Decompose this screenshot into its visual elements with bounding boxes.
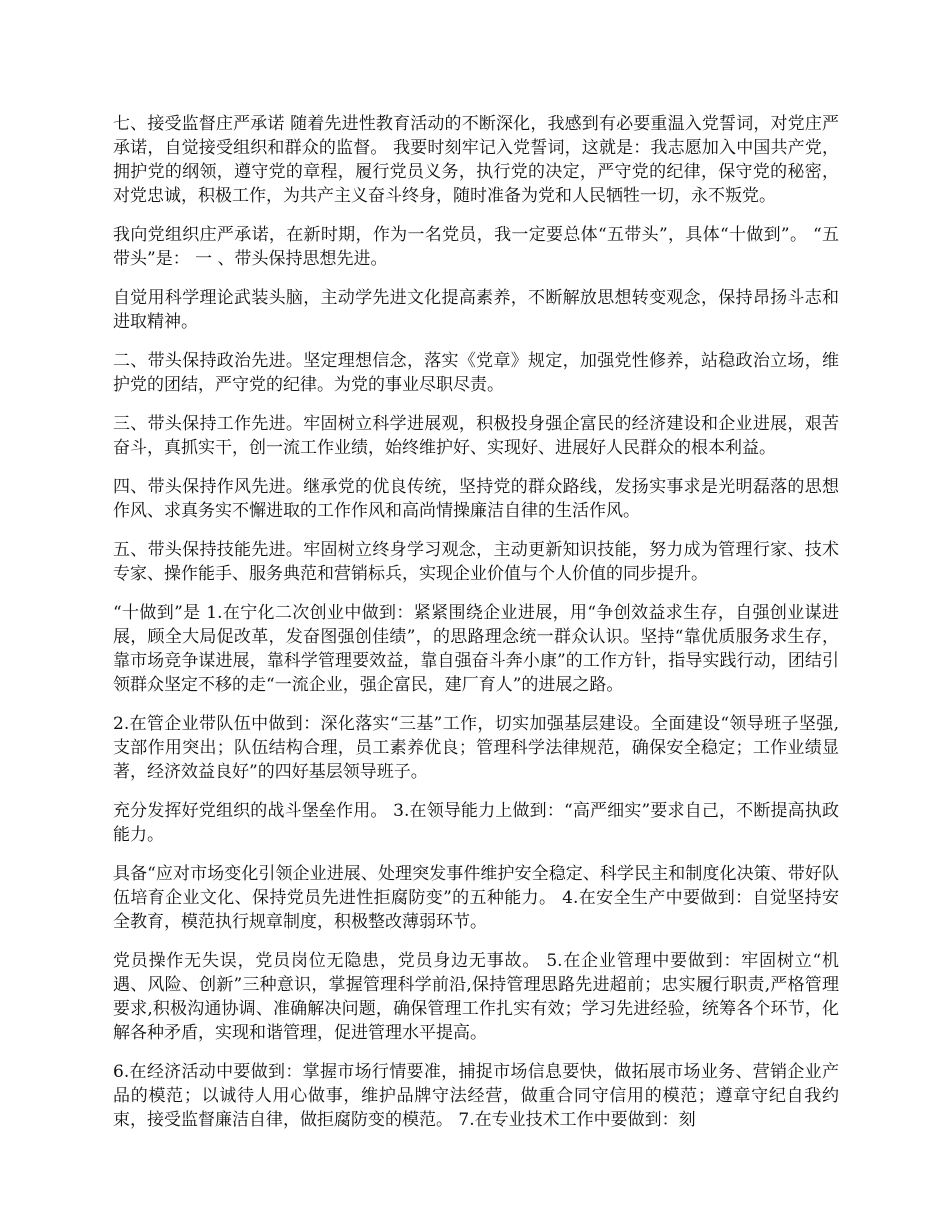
document-body [113,112,839,1147]
paragraph-11: 具备“应对市场变化引领企业进展、处理突发事件维护安全稳定、科学民主和制度化决策、带好队伍培育企业文化、保持党员先进性拒腐防变”的五种能力。 4.在安全生产中要做到：自觉坚持安全教育，模范执行规章制度，积极整改薄弱环节。 [113,864,839,932]
paragraph-12: 党员操作无失误，党员岗位无隐患，党员身边无事故。 5.在企业管理中要做到：牢固树立“机遇、风险、创新”三种意识，掌握管理科学前沿,保持管理思路先进超前；忠实履行职责,严格管理要求,积极沟通协调、准确解决问题，确保管理工作扎实有效；学习先进经验，统筹各个环节，化解各种矛盾，实现和谐管理，促进管理水平提高。 [113,951,839,1043]
paragraph-13: 6.在经济活动中要做到：掌握市场行情要准，捕捉市场信息要快，做拓展市场业务、营销企业产品的模范；以诚待人用心做事，维护品牌守法经营，做重合同守信用的模范；遵章守纪自我约束，接受监督廉洁自律，做拒腐防变的模范。 7.在专业技术工作中要做到：刻 [113,1062,839,1130]
paragraph-10: 充分发挥好党组织的战斗堡垒作用。 3.在领导能力上做到：“高严细实”要求自己，不断提高执政能力。 [113,801,839,845]
paragraph-3: 自觉用科学理论武装头脑，主动学先进文化提高素养，不断解放思想转变观念，保持昂扬斗志和进取精神。 [113,288,839,332]
paragraph-6: 四、带头保持作风先进。继承党的优良传统，坚持党的群众路线，发扬实事求是光明磊落的思想作风、求真务实不懈进取的工作作风和高尚情操廉洁自律的生活作风。 [113,477,839,521]
paragraph-2: 我向党组织庄严承诺，在新时期，作为一名党员，我一定要总体“五带头”，具体“十做到”。 “五带头”是： 一 、带头保持思想先进。 [113,225,839,269]
paragraph-5: 三、带头保持工作先进。牢固树立科学进展观，积极投身强企富民的经济建设和企业进展，艰苦奋斗，真抓实干，创一流工作业绩，始终维护好、实现好、进展好人民群众的根本利益。 [113,414,839,458]
paragraph-7: 五、带头保持技能先进。牢固树立终身学习观念，主动更新知识技能，努力成为管理行家、技术专家、操作能手、服务典范和营销标兵，实现企业价值与个人价值的同步提升。 [113,540,839,584]
paragraph-9: 2.在管企业带队伍中做到：深化落实“三基”工作，切实加强基层建设。全面建设“领导班子坚强,支部作用突出；队伍结构合理，员工素养优良；管理科学法律规范，确保安全稳定；工作业绩显著，经济效益良好”的四好基层领导班子。 [113,714,839,782]
paragraph-8: “十做到”是 1.在宁化二次创业中做到：紧紧围绕企业进展，用“争创效益求生存，自强创业谋进展，顾全大局促改革，发奋图强创佳绩”，的思路理念统一群众认识。坚持“靠优质服务求生存，靠市场竞争谋进展，靠科学管理要效益，靠自强奋斗奔小康”的工作方针，指导实践行动，团结引领群众坚定不移的走“一流企业，强企富民，建厂育人”的进展之路。 [113,603,839,695]
paragraph-1: 七、接受监督庄严承诺 随着先进性教育活动的不断深化，我感到有必要重温入党誓词，对党庄严承诺，自觉接受组织和群众的监督。 我要时刻牢记入党誓词，这就是：我志愿加入中国共产党，拥护党的纲领，遵守党的章程，履行党员义务，执行党的决定，严守党的纪律，保守党的秘密，对党忠诚，积极工作，为共产主义奋斗终身，随时准备为党和人民牺牲一切，永不叛党。 [113,114,839,206]
paragraph-4: 二、带头保持政治先进。坚定理想信念，落实《党章》规定，加强党性修养，站稳政治立场，维护党的团结，严守党的纪律。为党的事业尽职尽责。 [113,351,839,395]
